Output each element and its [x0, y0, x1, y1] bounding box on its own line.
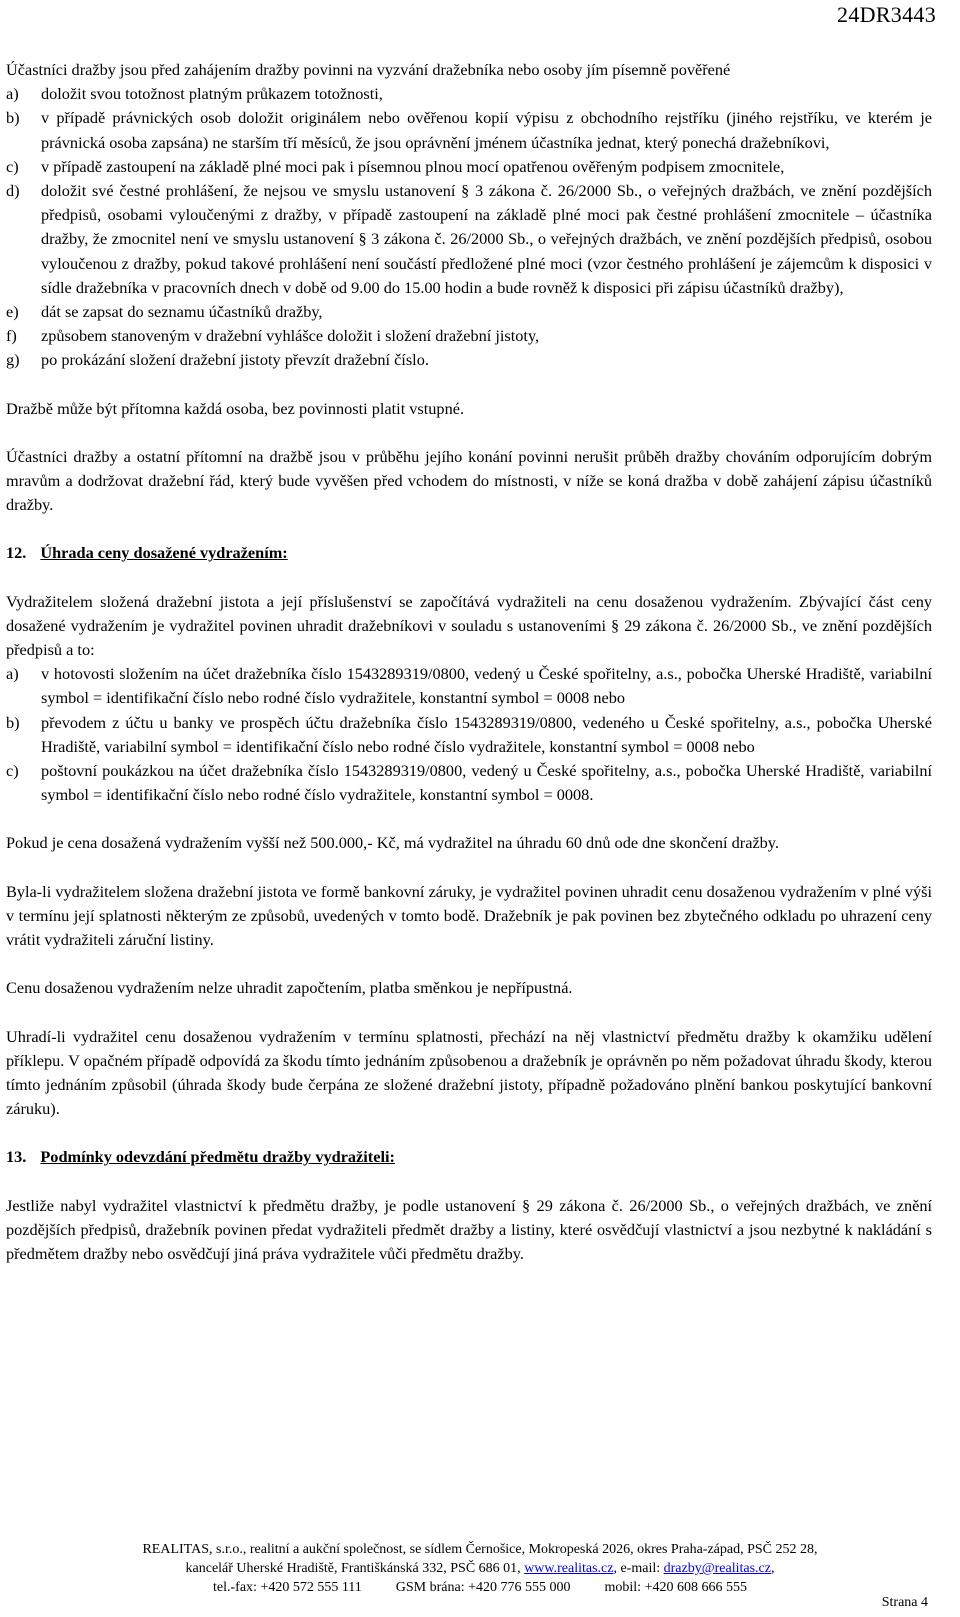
bank-guarantee-paragraph: Byla-li vydražitelem složena dražební jistota ve formě bankovní záruky, je vydražitel povinen uhradit cenu dosaženou vydražením v plné výši v termínu její splatnosti některým ze způsobů, uvedených v tomto bodě. Dražebník je pak povinen bez zbytečného odkladu po uhrazení ceny vrátit vydražiteli záruční listiny. — [6, 881, 932, 950]
email-link[interactable]: drazby@realitas.cz — [663, 1561, 771, 1576]
list-item: d) doložit své čestné prohlášení, že nejsou ve smyslu ustanovení § 3 zákona č. 26/2000 Sb., o veřejných dražbách, ve znění pozdějších předpisů, osobami vyloučenými z dražby, v případě zastoupení na základě plné moci pak čestné prohlášení zmocnitele – účastníka dražby, že zmocnitel není ve smyslu ustanovení § 3 zákona č. 26/2000 Sb., o veřejných dražbách, ve znění pozdějších předpisů, osobou vyloučenou z dražby, pokud takové prohlášení není součástí předložené plné moci (vzor čestného prohlášení je zájemcům k disposici v sídle dražebníka v pracovních dnech v době od 9.00 do 15.00 hodin a bude rovněž k disposici při zápisu účastníků dražby), — [6, 181, 932, 297]
section-13-heading — [6, 1145, 932, 1169]
list-item: e) dát se zapsat do seznamu účastníků dražby, — [6, 302, 323, 322]
section-title: Podmínky odevzdání předmětu dražby vydražiteli: — [40, 1147, 395, 1167]
section-title: Úhrada ceny dosažené vydražením: — [40, 543, 288, 563]
footer-gsm: GSM brána: +420 776 555 000 — [395, 1580, 571, 1595]
footer-mobile: mobil: +420 608 666 555 — [604, 1580, 747, 1595]
page-number: Strana 4 — [881, 1595, 928, 1610]
website-link[interactable]: www.realitas.cz — [524, 1561, 614, 1576]
list-item: g) po prokázání složení dražební jistoty převzít dražební číslo. — [6, 350, 429, 370]
no-setoff-paragraph: Cenu dosaženou vydražením nelze uhradit započtením, platba směnkou je nepřípustná. — [6, 978, 573, 998]
intro-paragraph: Účastníci dražby jsou před zahájením dražby povinni na vyzvání dražebníka nebo osoby jím písemně pověřené — [6, 60, 731, 79]
document-body — [6, 58, 932, 1266]
conduct-paragraph: Účastníci dražby a ostatní přítomní na dražbě jsou v průběhu jejího konání povinni nerušit průběh dražby chováním odporujícím dobrým mravům a dodržovat dražební řád, který bude vyvěšen před vchodem do místnosti, v níže se koná dražba v době zahájení zápisu účastníků dražby. — [6, 446, 932, 515]
list-item: c) v případě zastoupení na základě plné moci pak i písemnou plnou mocí opatřenou ověřeným podpisem zmocnitele, — [6, 156, 785, 176]
page-footer — [0, 1540, 960, 1597]
ownership-transfer-paragraph: Uhradí-li vydražitel cenu dosaženou vydražením v termínu splatnosti, přechází na něj vlastnictví předmětu dražby k okamžiku udělení příklepu. V opačném případě odpovídá za škodu tímto jednáním způsobenou a dražebník je oprávněn po něm požadovat úhradu škody, kterou tímto jednáním způsobil (úhrada škody bude čerpána ze složené dražební jistoty, případně požadováno plnění bankou poskytující bankovní záruku). — [6, 1026, 932, 1119]
payment-methods-list — [6, 662, 932, 807]
section-12-intro: Vydražitelem složená dražební jistota a její příslušenství se započítává vydražiteli na cenu dosaženou vydražením. Zbývající část ceny dosažené vydražením je vydražitel povinen uhradit dražebníkovi v souladu s ustanoveními § 29 zákona č. 26/2000 Sb., ve znění pozdějších předpisů a to: — [6, 591, 932, 660]
footer-phone: tel.-fax: +420 572 555 111 — [213, 1580, 362, 1595]
list-item: c) poštovní poukázkou na účet dražebníka číslo 1543289319/0800, vedený u České spořitelny, a.s., pobočka Uherské Hradiště, variabilní symbol = identifikační číslo nebo rodné číslo vydražitele, konstantní symbol = 0008. — [6, 761, 932, 805]
list-item: a) doložit svou totožnost platným průkazem totožnosti, — [6, 84, 383, 104]
deadline-paragraph: Pokud je cena dosažená vydražením vyšší než 500.000,- Kč, má vydražitel na úhradu 60 dnů ode dne skončení dražby. — [6, 833, 779, 853]
section-number: 13. — [6, 1147, 27, 1167]
list-item: a) v hotovosti složením na účet dražebníka číslo 1543289319/0800, vedený u České spořitelny, a.s., pobočka Uherské Hradiště, variabilní symbol = identifikační číslo nebo rodné číslo vydražitele, konstantní symbol = 0008 nebo — [6, 664, 932, 708]
list-item: b) převodem z účtu u banky ve prospěch účtu dražebníka číslo 1543289319/0800, vedeného u České spořitelny, a.s., pobočka Uherské Hradiště, variabilní symbol = identifikační číslo nebo rodné číslo vydražitele, konstantní symbol = 0008 nebo — [6, 712, 932, 756]
intro-obligations-list — [6, 82, 932, 372]
section-12-heading — [6, 541, 932, 565]
footer-office-line: kancelář Uherské Hradiště, Františkánská 332, PSČ 686 01, www.realitas.cz, e-mail: drazby@realitas.cz, — [185, 1561, 775, 1576]
footer-contact-line — [0, 1578, 960, 1597]
section-number: 12. — [6, 543, 27, 563]
list-item: f) způsobem stanoveným v dražební vyhlášce doložit i složení dražební jistoty, — [6, 326, 540, 346]
section-13-paragraph: Jestliže nabyl vydražitel vlastnictví k předmětu dražby, je podle ustanovení § 29 zákona č. 26/2000 Sb., o veřejných dražbách, ve znění pozdějších předpisů, dražebník povinen předat vydražiteli předmět dražby a listiny, které osvědčují vlastnictví a jsou nezbytné k nakládání s předmětem dražby nebo osvědčují jiná práva vydražitele vůči předmětu dražby. — [6, 1195, 932, 1263]
document-id: 24DR3443 — [837, 2, 936, 27]
attendance-paragraph: Dražbě může být přítomna každá osoba, bez povinnosti platit vstupné. — [6, 398, 465, 418]
list-item: b) v případě právnických osob doložit originálem nebo ověřenou kopií výpisu z obchodního rejstříku (jiného rejstříku, ve kterém je právnická osoba zapsána) ne starším tří měsíců, že jsou oprávnění jménem účastníka jednat, který ponechá dražebníkovi, — [6, 108, 932, 152]
footer-company-line: REALITAS, s.r.o., realitní a aukční společnost, se sídlem Černošice, Mokropeská 2026, okres Praha-západ, PSČ 252 28, — [142, 1542, 818, 1557]
